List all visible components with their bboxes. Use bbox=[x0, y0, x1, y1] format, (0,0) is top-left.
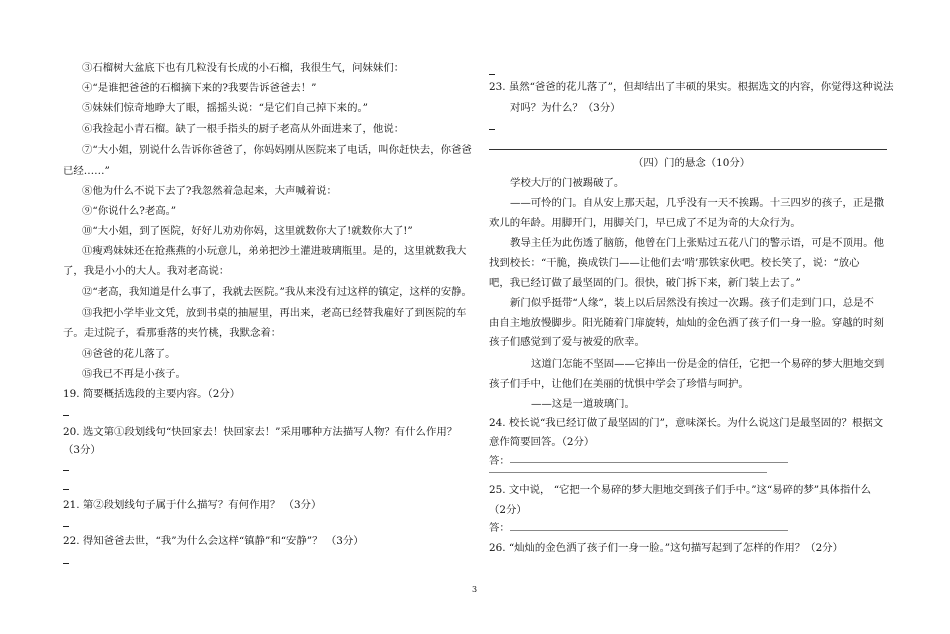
question-23-cont: 对吗？为什么？（3分） bbox=[510, 102, 621, 114]
door-para-5: 这道门怎能不坚固——它捧出一份是金的信任，它把一个易碎的梦大胆地交到 bbox=[531, 358, 885, 370]
question-23: 23. 虽然“爸爸的花儿落了”，但却结出了丰硕的果实。根据选文的内容，你觉得这种说法 bbox=[489, 81, 894, 93]
passage-para-7-cont: 已经……” bbox=[63, 165, 110, 177]
question-20: 20. 选文第①段划线句“快回家去！快回家去！”采用哪种方法描写人物？有什么作用？ bbox=[63, 426, 458, 438]
passage-para-11-cont: 了，我是小小的大人。我对老高说： bbox=[63, 265, 230, 277]
answer-mark bbox=[489, 74, 495, 75]
question-24-cont: 意作简要回答。（2分） bbox=[489, 436, 595, 448]
door-para-6: ——这是一道玻璃门。 bbox=[531, 398, 635, 410]
question-26: 26. “灿灿的金色洒了孩子们一身一脸。”这句描写起到了怎样的作用？（2分） bbox=[489, 542, 843, 554]
question-20-score: （3分） bbox=[63, 444, 101, 456]
passage-para-5: ⑤妹妹们惊奇地睁大了眼，摇摇头说：“是它们自己掉下来的。” bbox=[82, 102, 368, 114]
passage-para-4: ④“是谁把爸爸的石榴摘下来的?我要告诉爸爸去！” bbox=[82, 82, 317, 94]
section-divider bbox=[489, 149, 887, 150]
answer-label: 答： bbox=[489, 522, 510, 534]
passage-para-6: ⑥我捡起小青石榴。缺了一根手指头的厨子老高从外面进来了，他说： bbox=[82, 123, 405, 135]
passage-para-12: ⑫“老高，我知道是什么事了，我就去医院。”我从来没有过这样的镇定，这样的安静。 bbox=[82, 286, 472, 298]
answer-mark bbox=[63, 470, 69, 471]
passage-para-11: ⑪瘦鸡妹妹还在抢燕燕的小玩意儿，弟弟把沙土灌进玻璃瓶里。是的，这里就数我大 bbox=[82, 245, 467, 257]
answer-mark bbox=[63, 489, 69, 490]
passage-para-15: ⑮我已不再是小孩子。 bbox=[82, 368, 186, 380]
door-para-5-cont: 孩子们手中，让他们在美丽的忧惧中学会了珍惜与呵护。 bbox=[489, 378, 749, 390]
door-para-1: 学校大厅的门被踢破了。 bbox=[510, 177, 625, 189]
section-title: （四）门的悬念（10分） bbox=[633, 157, 751, 169]
passage-para-14: ⑭爸爸的花儿落了。 bbox=[82, 348, 176, 360]
answer-mark bbox=[489, 129, 495, 130]
door-para-2-cont: 欢儿的年龄。用脚开门，用脚关门，早已成了不足为奇的大众行为。 bbox=[489, 217, 801, 229]
passage-para-9: ⑨“你说什么?老高。” bbox=[82, 205, 177, 217]
answer-mark bbox=[63, 563, 69, 564]
passage-para-10: ⑩“大小姐，到了医院，好好儿劝劝你妈，这里就数你大了!就数你大了!” bbox=[82, 225, 413, 237]
door-para-3: 教导主任为此伤透了脑筋，他曾在门上张贴过五花八门的警示语，可是不顶用。他 bbox=[510, 237, 885, 249]
answer-mark bbox=[63, 526, 69, 527]
page-number: 3 bbox=[472, 585, 478, 594]
question-21: 21. 第②段划线句子属于什么描写？有何作用？ （3分） bbox=[63, 499, 322, 511]
door-para-3-end: 吧，我已经订做了最坚固的门。很快，破门拆下来，新门装上去了。” bbox=[489, 277, 801, 289]
question-24: 24. 校长说“我已经订做了最坚固的门”，意味深长。为什么说这门是最坚固的？根据文 bbox=[489, 417, 884, 429]
question-19: 19. 简要概括选段的主要内容。（2分） bbox=[63, 388, 241, 400]
passage-para-8: ⑧他为什么不说下去了?我忽然着急起来，大声喊着说： bbox=[82, 185, 337, 197]
answer-label: 答： bbox=[489, 455, 510, 467]
passage-para-13-cont: 子。走过院子，看那垂落的夹竹桃，我默念着： bbox=[63, 327, 282, 339]
question-25-cont: （2分） bbox=[489, 504, 527, 516]
door-para-4: 新门似乎挺带“人缘”，装上以后居然没有挨过一次踢。孩子们走到门口，总是不 bbox=[510, 297, 874, 309]
door-para-4-cont: 由自主地放慢脚步。阳光随着门扉旋转，灿灿的金色洒了孩子们一身一脸。穿越的时刻 bbox=[489, 317, 884, 329]
question-25: 25. 文中说， “它把一个易碎的梦大胆地交到孩子们手中。”这“易碎的梦”具体指什么 bbox=[489, 484, 872, 496]
passage-para-13: ⑬我把小学毕业文凭，放到书桌的抽屉里，再出来，老高已经替我雇好了到医院的车 bbox=[82, 307, 467, 319]
answer-line[interactable] bbox=[489, 472, 767, 473]
question-22: 22. 得知爸爸去世，“我”为什么会这样“镇静”和“安静”？ （3分） bbox=[63, 535, 364, 547]
door-para-3-cont: 找到校长：“干脆，换成铁门——让他们去‘啃’那铁家伙吧。校长笑了，说：“放心 bbox=[489, 257, 860, 269]
answer-mark bbox=[63, 415, 69, 416]
answer-line[interactable] bbox=[510, 530, 788, 531]
answer-line[interactable] bbox=[510, 462, 788, 463]
passage-para-3: ③石榴树大盆底下也有几粒没有长成的小石榴，我很生气，问妹妹们： bbox=[82, 62, 405, 74]
door-para-2: ——可怜的门。自从安上那天起，几乎没有一天不挨踢。十三四岁的孩子，正是撒 bbox=[510, 197, 885, 209]
passage-para-7: ⑦“大小姐，别说什么告诉你爸爸了，你妈妈刚从医院来了电话，叫你赶快去，你爸爸 bbox=[82, 144, 472, 156]
door-para-4-end: 孩子们感觉到了爱与被爱的欣幸。 bbox=[489, 336, 645, 348]
